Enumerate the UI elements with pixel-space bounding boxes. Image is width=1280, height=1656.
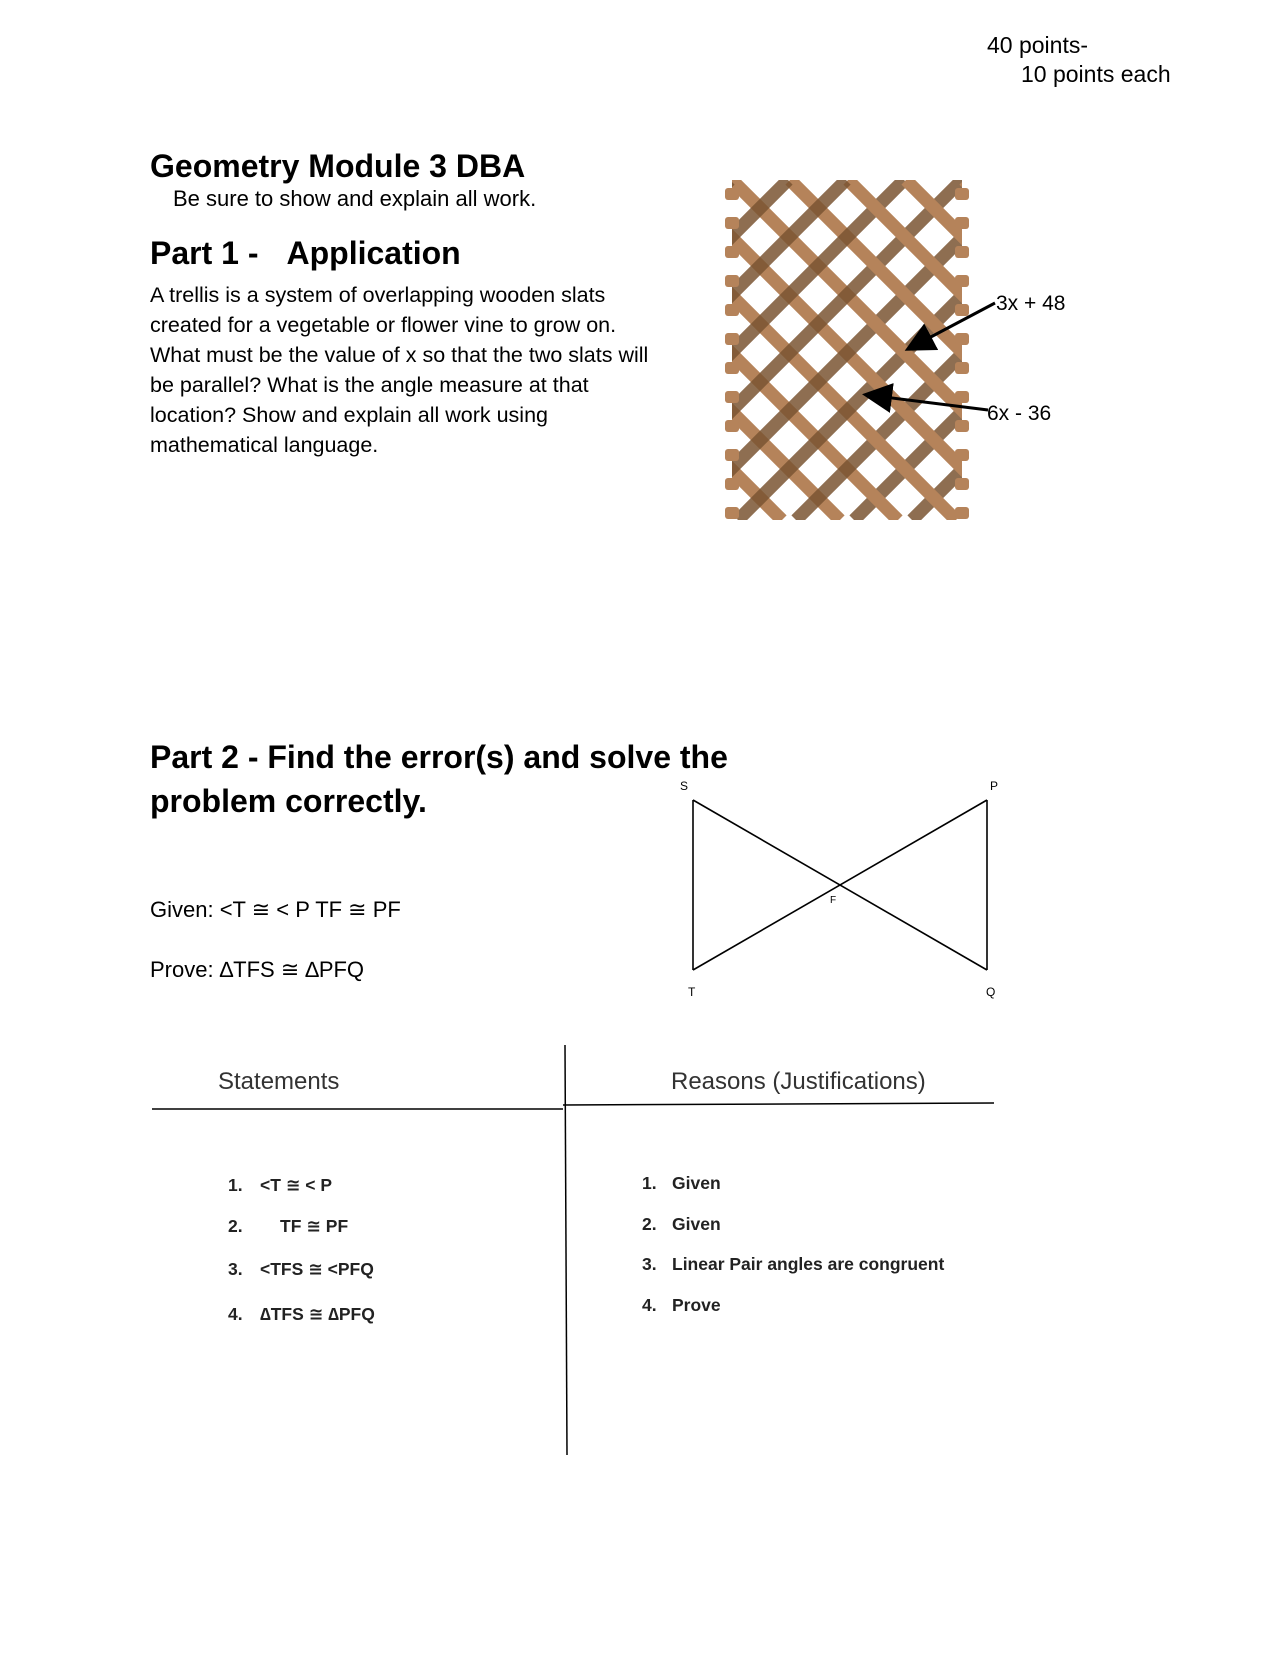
trellis-slat-end <box>725 304 739 316</box>
trellis-slat-end <box>955 333 969 345</box>
reason-row <box>642 1295 721 1316</box>
trellis-slat-end <box>725 449 739 461</box>
reason-number: 1. <box>642 1173 657 1193</box>
part1-heading-name: Application <box>286 235 461 271</box>
trellis-slat-end <box>725 362 739 374</box>
statement-text: <TFS ≅ <PFQ <box>260 1259 374 1279</box>
statements-header: Statements <box>218 1068 340 1095</box>
trellis-slat <box>906 180 1100 520</box>
given-statement: Given: <T ≅ < P TF ≅ PF <box>150 897 401 922</box>
trellis-slat <box>720 180 724 520</box>
trellis-slat <box>720 180 1020 520</box>
reason-number: 4. <box>642 1295 657 1315</box>
reason-number: 2. <box>642 1214 657 1234</box>
statement-row <box>228 1216 348 1237</box>
statement-text: ∆TFS ≅ ∆PFQ <box>260 1304 375 1324</box>
trellis-slat-end <box>955 188 969 200</box>
trellis-slat-end <box>955 478 969 490</box>
statement-number: 1. <box>228 1175 243 1195</box>
statement-text: TF ≅ PF <box>280 1216 349 1236</box>
prove-statement: Prove: ∆TFS ≅ ∆PFQ <box>150 957 365 982</box>
trellis-slat-end <box>955 362 969 374</box>
part1-heading-prefix: Part 1 - <box>150 235 259 271</box>
statement-text: <T ≅ < P <box>260 1175 333 1195</box>
reason-row <box>642 1254 944 1275</box>
vertex-label-s: S <box>680 779 689 793</box>
trellis-slat <box>848 180 1100 520</box>
trellis-slat-end <box>725 478 739 490</box>
trellis-slat <box>1080 180 1100 520</box>
trellis-slat <box>964 180 1100 520</box>
trellis-slat-end <box>955 420 969 432</box>
trellis-slat <box>720 180 782 520</box>
trellis-slat <box>1028 180 1100 520</box>
trellis-slat-end <box>955 304 969 316</box>
reason-text: Given <box>672 1173 721 1193</box>
statement-row <box>228 1259 374 1280</box>
part2-heading: Part 2 - Find the error(s) and solve the problem correctly. <box>150 739 728 819</box>
trellis-slat-end <box>955 391 969 403</box>
bowtie-triangles-figure <box>660 770 1020 1010</box>
vertex-label-t: T <box>688 985 696 999</box>
vertex-label-f: F <box>830 895 837 906</box>
trellis-slat-end <box>955 449 969 461</box>
points-each: 10 points each <box>1021 61 1171 87</box>
arrow-bottom <box>868 395 988 410</box>
table-header-rule-right <box>563 1103 994 1105</box>
trellis-slat-end <box>955 275 969 287</box>
table-divider <box>565 1045 567 1455</box>
statement-row <box>228 1304 375 1325</box>
trellis-slat-end <box>725 275 739 287</box>
page-subtitle: Be sure to show and explain all work. <box>173 186 537 211</box>
trellis-slat <box>720 180 1014 520</box>
trellis-slat-end <box>725 217 739 229</box>
points-total: 40 points- <box>987 32 1089 58</box>
trellis-slat <box>970 180 1100 520</box>
reason-row <box>642 1173 721 1194</box>
trellis-slat-end <box>725 246 739 258</box>
statement-number: 4. <box>228 1304 243 1324</box>
vertex-label-p: P <box>990 779 999 793</box>
trellis-figure <box>720 170 1100 530</box>
trellis-slat-end <box>955 217 969 229</box>
trellis-slat-end <box>725 507 739 519</box>
page-title: Geometry Module 3 DBA <box>150 148 526 184</box>
trellis-slat-end <box>725 391 739 403</box>
trellis-slat <box>720 180 730 520</box>
reason-row <box>642 1214 721 1235</box>
trellis-slat-end <box>725 333 739 345</box>
trellis-slat-end <box>725 188 739 200</box>
trellis-slat-end <box>955 246 969 258</box>
part1-heading <box>150 235 461 272</box>
vertex-label-q: Q <box>986 985 996 999</box>
trellis-slat-end <box>955 507 969 519</box>
reason-number: 3. <box>642 1254 657 1274</box>
statement-row <box>228 1175 332 1196</box>
trellis-slat <box>720 180 898 520</box>
angle-label-top: 3x + 48 <box>996 292 1066 315</box>
proof-table-lines <box>140 1040 1000 1460</box>
reasons-header: Reasons (Justifications) <box>671 1068 926 1095</box>
reason-text: Prove <box>672 1295 721 1315</box>
trellis-slat <box>1022 180 1100 520</box>
part1-problem-text: A trellis is a system of overlapping wooden slats created for a vegetable or flower vine to grow on. What must be the value of x so that the two slats will be parallel? What is the angle measure at that location? Show and explain all work using mathematical language. <box>150 283 649 457</box>
reason-text: Linear Pair angles are congruent <box>672 1254 945 1274</box>
trellis-slat <box>912 180 1100 520</box>
trellis-slat <box>720 180 904 520</box>
trellis-slat-end <box>725 420 739 432</box>
angle-label-bottom: 6x - 36 <box>987 402 1052 425</box>
reason-text: Given <box>672 1214 721 1234</box>
statement-number: 3. <box>228 1259 243 1279</box>
trellis-slats <box>720 180 1100 520</box>
statement-number: 2. <box>228 1216 243 1236</box>
